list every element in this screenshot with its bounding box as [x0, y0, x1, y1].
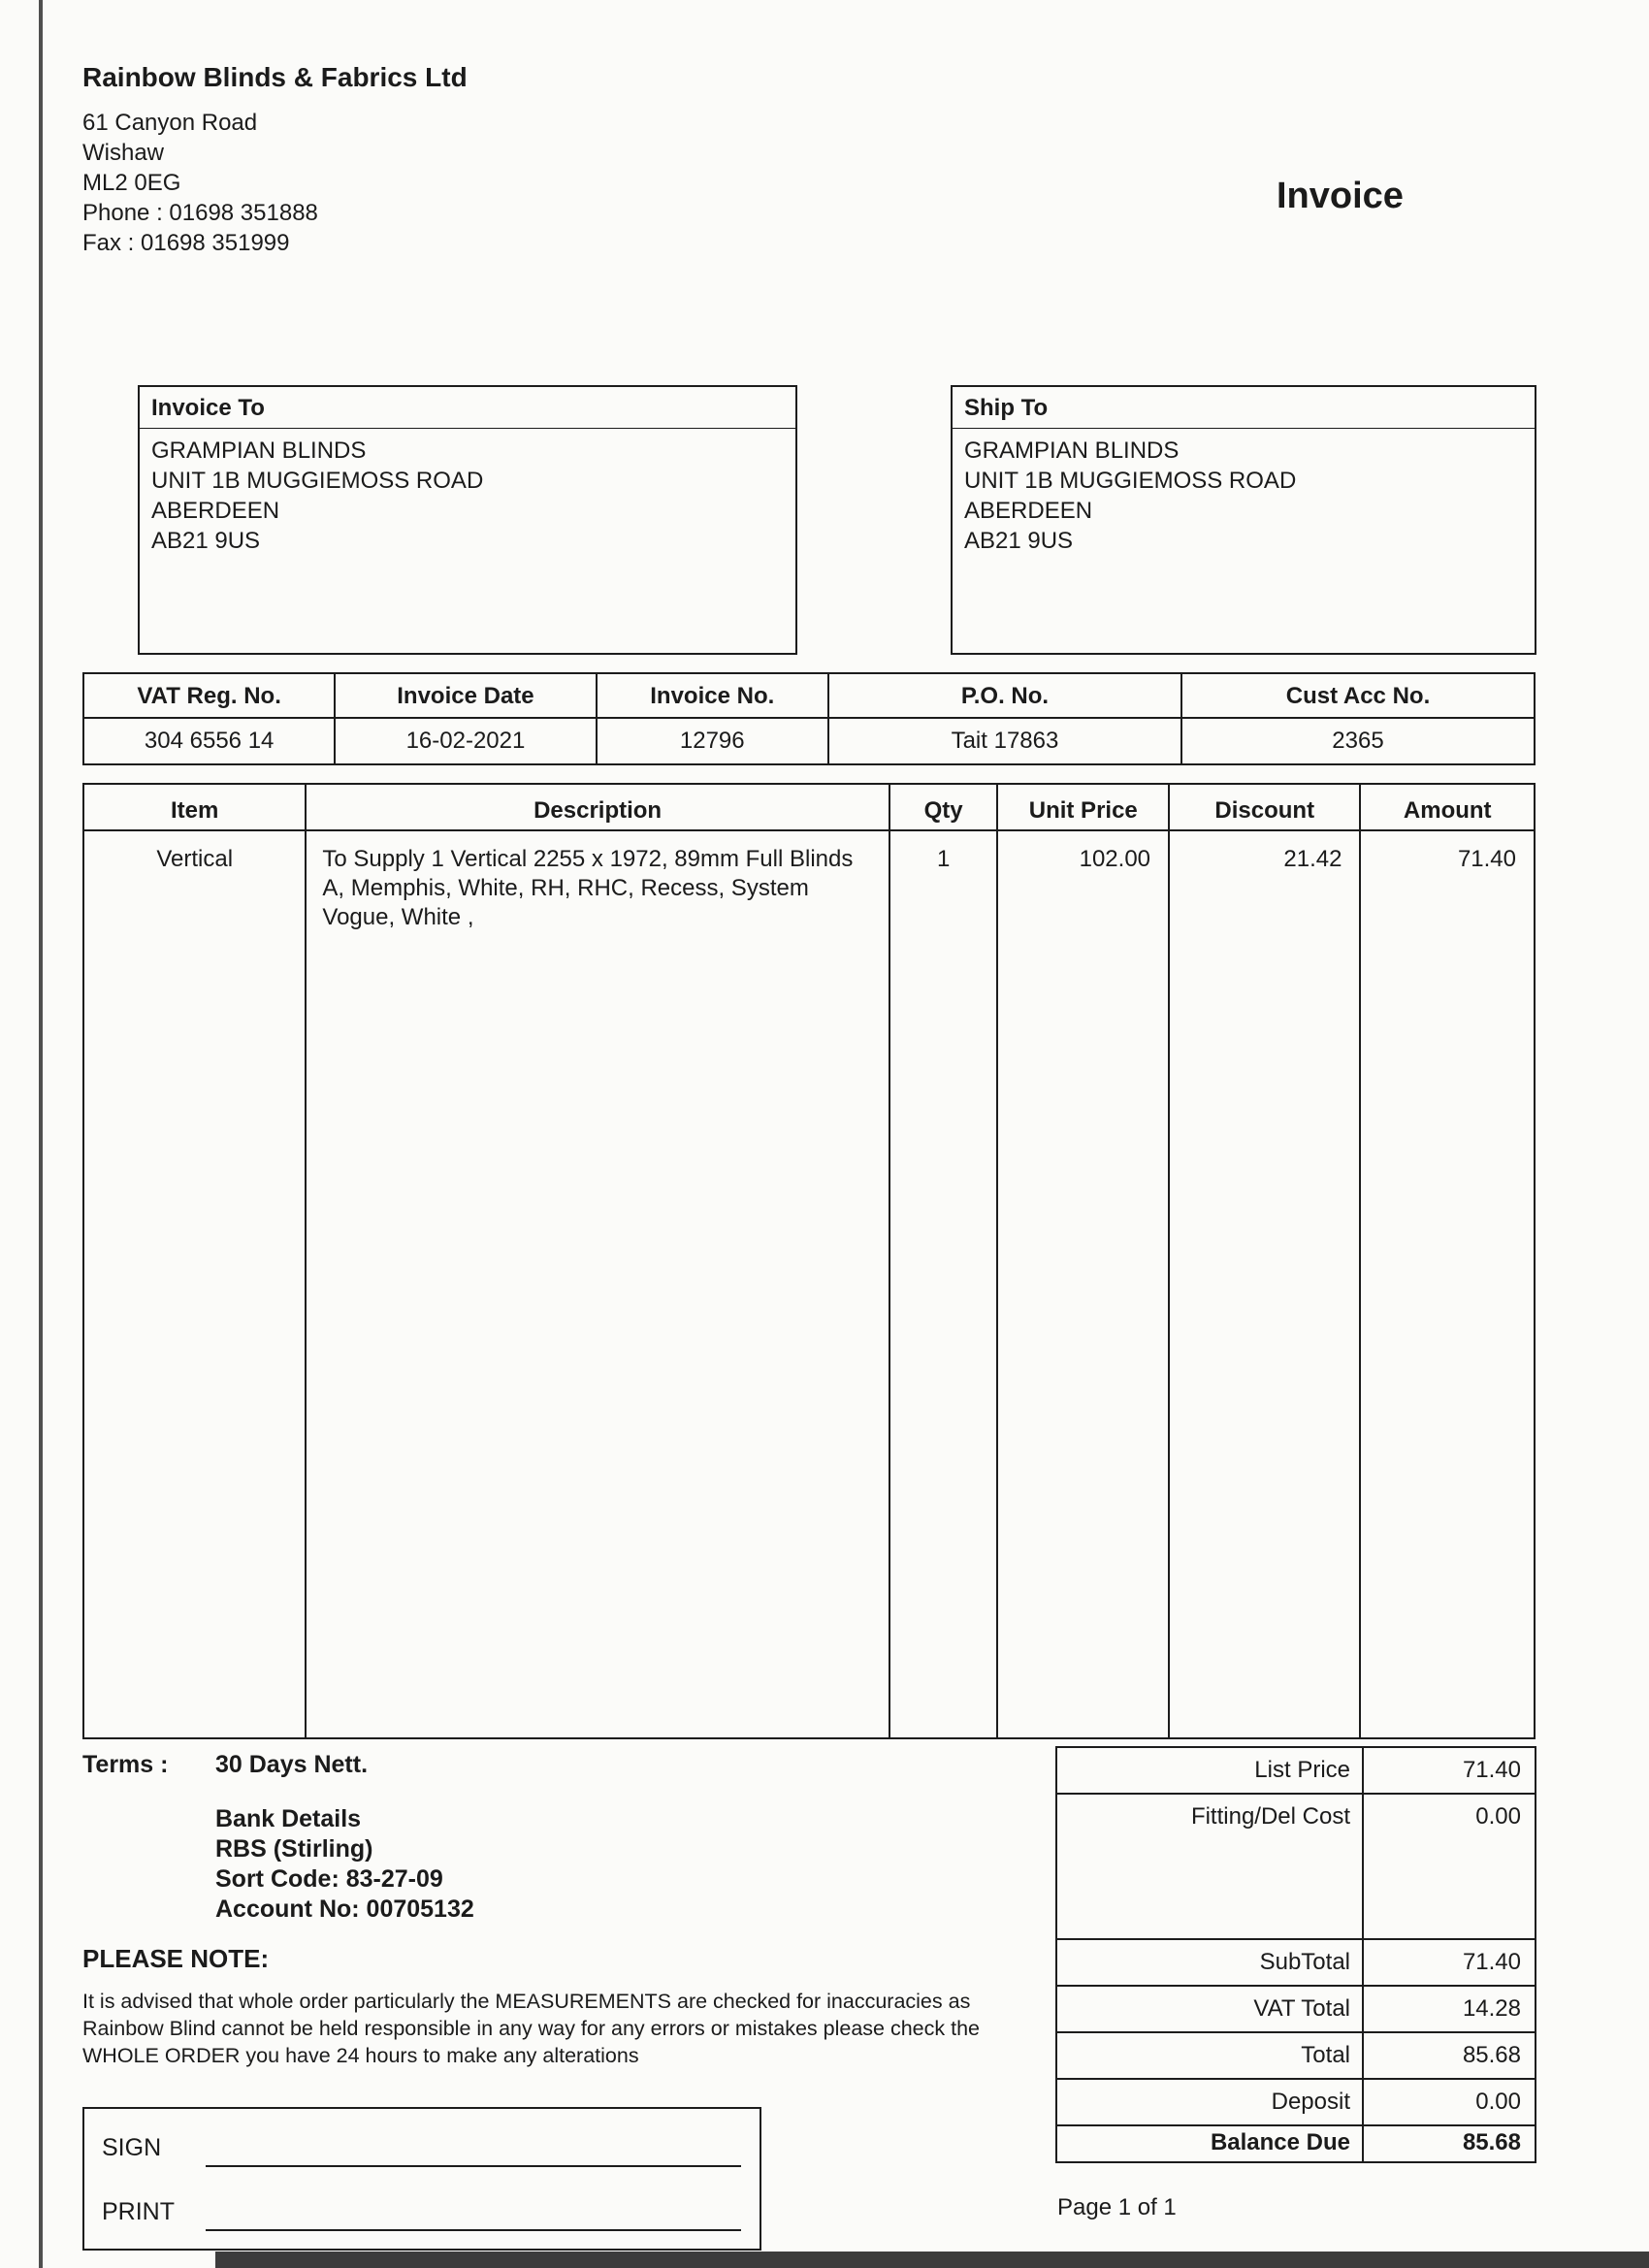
company-name: Rainbow Blinds & Fabrics Ltd [82, 62, 468, 92]
meta-header-invoice-no: Invoice No. [598, 674, 829, 719]
scan-edge-artifact [39, 0, 43, 2268]
scan-bottom-artifact [215, 2252, 1649, 2268]
total-row-fitting-del-cost [1057, 1795, 1535, 1940]
total-value: 0.00 [1475, 2089, 1521, 2115]
total-label: Total [1057, 2033, 1364, 2078]
total-value: 14.28 [1462, 1995, 1521, 2022]
sign-line [206, 2165, 741, 2167]
items-header-item: Item [84, 785, 305, 831]
ship-to-box [951, 385, 1536, 655]
bank-account-no: Account No: 00705132 [215, 1895, 474, 1923]
meta-value-row [84, 719, 1534, 763]
totals-box [1055, 1746, 1536, 2163]
total-label: Fitting/Del Cost [1057, 1795, 1364, 1938]
bank-sort-code: Sort Code: 83-27-09 [215, 1865, 443, 1893]
company-header [82, 62, 468, 258]
meta-header-vat: VAT Reg. No. [84, 674, 336, 719]
signature-box [82, 2107, 761, 2251]
column-unit-price [998, 785, 1170, 1737]
discount-cell: 21.42 [1283, 846, 1342, 872]
total-row-total [1057, 2033, 1535, 2080]
meta-header-row [84, 674, 1534, 719]
column-amount [1361, 785, 1534, 1737]
bank-details [215, 1804, 474, 1925]
description-cell: To Supply 1 Vertical 2255 x 1972, 89mm Full Blinds A, Memphis, White, RH, RHC, Recess, System Vogue, White , [322, 846, 854, 930]
invoice-to-box [138, 385, 797, 655]
meta-value-cust-acc: 2365 [1332, 728, 1384, 754]
total-label: SubTotal [1057, 1940, 1364, 1985]
items-header-amount: Amount [1361, 785, 1534, 831]
bank-name: RBS (Stirling) [215, 1835, 373, 1863]
total-value: 71.40 [1462, 1757, 1521, 1783]
column-discount [1170, 785, 1361, 1737]
meta-header-date: Invoice Date [336, 674, 597, 719]
note-title: PLEASE NOTE: [82, 1944, 270, 1973]
address-line: GRAMPIAN BLINDS [964, 437, 1180, 464]
document-title: Invoice [1277, 176, 1404, 216]
company-phone: Phone : 01698 351888 [82, 200, 318, 226]
items-header-discount: Discount [1170, 785, 1359, 831]
address-line: UNIT 1B MUGGIEMOSS ROAD [964, 468, 1297, 494]
address-line: AB21 9US [964, 528, 1074, 554]
invoice-to-address [140, 429, 795, 563]
meta-value-invoice-no: 12796 [598, 719, 829, 763]
page-number: Page 1 of 1 [1057, 2194, 1177, 2220]
company-fax: Fax : 01698 351999 [82, 230, 290, 256]
company-address-line: 61 Canyon Road [82, 110, 258, 136]
print-label: PRINT [102, 2198, 175, 2225]
address-line: AB21 9US [151, 528, 261, 554]
column-item [84, 785, 307, 1737]
ship-to-address [953, 429, 1535, 563]
address-line: ABERDEEN [964, 498, 1093, 524]
address-line: UNIT 1B MUGGIEMOSS ROAD [151, 468, 484, 494]
print-line [206, 2229, 741, 2231]
total-row-balance-due [1057, 2126, 1535, 2161]
meta-value-vat: 304 6556 14 [84, 719, 336, 763]
meta-header-cust-acc: Cust Acc No. [1182, 674, 1534, 719]
total-row-vat-total [1057, 1987, 1535, 2033]
bank-details-title: Bank Details [215, 1805, 362, 1832]
total-row-list-price [1057, 1748, 1535, 1795]
invoice-meta-table [82, 672, 1536, 765]
column-qty [890, 785, 999, 1737]
unit-price-cell: 102.00 [1079, 846, 1151, 872]
line-items-table [82, 783, 1536, 1739]
total-value: 85.68 [1462, 2042, 1521, 2068]
total-row-deposit [1057, 2080, 1535, 2126]
total-value: 85.68 [1462, 2129, 1521, 2155]
sign-label: SIGN [102, 2134, 162, 2161]
total-label: Balance Due [1057, 2126, 1364, 2161]
total-label: VAT Total [1057, 1987, 1364, 2031]
meta-header-po-no: P.O. No. [829, 674, 1182, 719]
company-address-line: ML2 0EG [82, 170, 181, 196]
qty-cell: 1 [936, 846, 951, 872]
terms-value: 30 Days Nett. [215, 1751, 369, 1778]
terms-label: Terms : [82, 1751, 169, 1778]
address-line: ABERDEEN [151, 498, 280, 524]
items-header-qty: Qty [890, 785, 997, 831]
address-line: GRAMPIAN BLINDS [151, 437, 367, 464]
meta-value-po-no: Tait 17863 [829, 719, 1182, 763]
total-label: List Price [1057, 1748, 1364, 1793]
total-value: 71.40 [1462, 1949, 1521, 1975]
ship-to-label: Ship To [953, 387, 1535, 429]
items-header-description: Description [307, 785, 888, 831]
total-row-subtotal [1057, 1940, 1535, 1987]
items-header-unit-price: Unit Price [998, 785, 1168, 831]
invoice-to-label: Invoice To [140, 387, 795, 429]
company-address-line: Wishaw [82, 140, 165, 166]
meta-value-date: 16-02-2021 [336, 719, 597, 763]
amount-cell: 71.40 [1457, 846, 1516, 872]
total-value: 0.00 [1475, 1803, 1521, 1830]
total-label: Deposit [1057, 2080, 1364, 2124]
column-description [307, 785, 889, 1737]
item-cell: Vertical [156, 846, 234, 872]
note-body: It is advised that whole order particularly the MEASUREMENTS are checked for inaccuracies as Rainbow Blind cannot be held responsible in any way for any errors or mistakes please check the WHOLE ORDER you have 24 hours to make any alterations [82, 1990, 980, 2067]
